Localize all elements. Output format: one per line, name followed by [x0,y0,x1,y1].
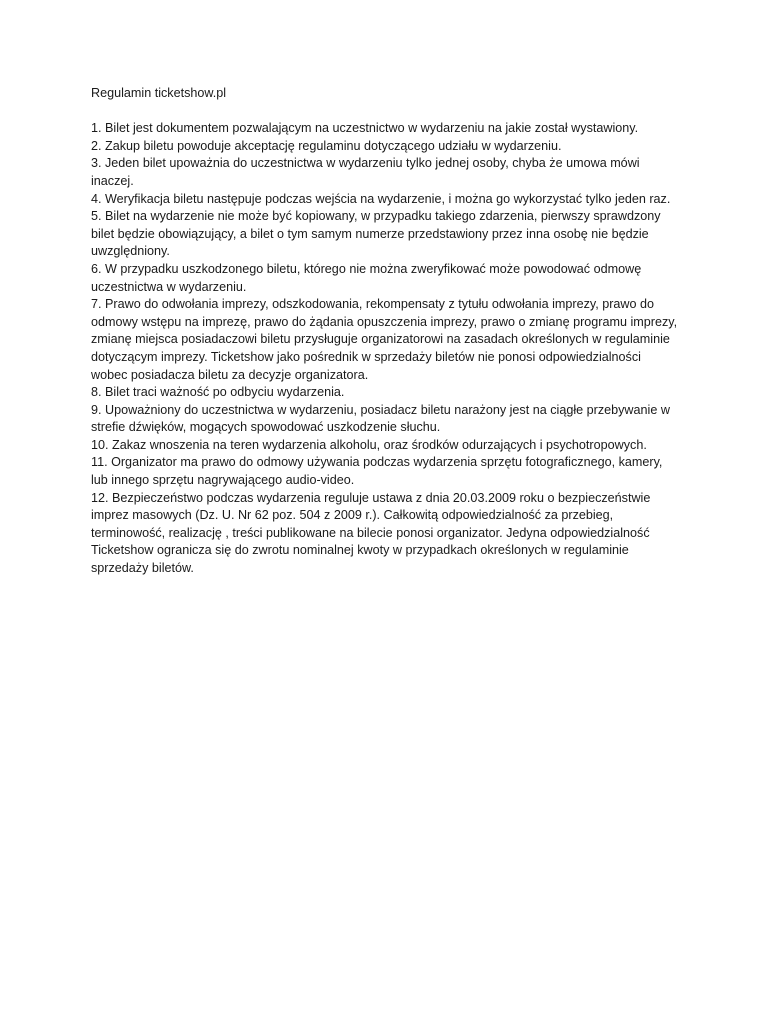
clause-7: 7. Prawo do odwołania imprezy, odszkodowania, rekompensaty z tytułu odwołania imprezy, prawo do odmowy wstępu na imprezę, prawo do żądania opuszczenia imprezy, prawo o zmianę programu imprezy, zmianę miejsca posiadaczowi biletu przysługuje organizatorowi na zasadach określonych w regulaminie dotyczącym imprezy. Ticketshow jako pośrednik w sprzedaży biletów nie ponosi odpowiedzialności wobec posiadacza biletu za decyzje organizatora. [91,297,678,382]
clause-2: 2. Zakup biletu powoduje akceptację regulaminu dotyczącego udziału w wydarzeniu. [91,138,562,153]
clause-9: 9. Upoważniony do uczestnictwa w wydarzeniu, posiadacz biletu narażony jest na ciągłe przebywanie w strefie dźwięków, mogących spowodować uszkodzenie słuchu. [91,402,670,435]
clause-8: 8. Bilet traci ważność po odbyciu wydarzenia. [91,385,345,400]
clause-11: 11. Organizator ma prawo do odmowy używania podczas wydarzenia sprzętu fotograficznego, kamery, lub innego sprzętu nagrywającego audio-video. [91,455,663,488]
clause-1: 1. Bilet jest dokumentem pozwalającym na uczestnictwo w wydarzeniu na jakie został wystawiony. [91,121,639,136]
clause-4: 4. Weryfikacja biletu następuje podczas wejścia na wydarzenie, i można go wykorzystać tylko jeden raz. [91,191,671,206]
clause-10: 10. Zakaz wnoszenia na teren wydarzenia alkoholu, oraz środków odurzających i psychotropowych. [91,437,647,452]
clause-3: 3. Jeden bilet upoważnia do uczestnictwa w wydarzeniu tylko jednej osoby, chyba że umowa mówi inaczej. [91,156,640,188]
clause-6: 6. W przypadku uszkodzonego biletu, którego nie można zweryfikować może powodować odmowę uczestnictwa w wydarzeniu. [91,261,642,294]
clause-list [91,120,679,577]
clause-12: 12. Bezpieczeństwo podczas wydarzenia reguluje ustawa z dnia 20.03.2009 roku o bezpieczeństwie imprez masowych (Dz. U. Nr 62 poz. 504 z 2009 r.). Całkowitą odpowiedzialność za przebieg, terminowość, realizację , treści publikowane na bilecie ponosi organizator. Jedyna odpowiedzialność Ticketshow ogranicza się do zwrotu nominalnej kwoty w przypadkach określonych w regulaminie sprzedaży biletów. [91,490,651,576]
regulations-document [91,85,679,578]
clause-5: 5. Bilet na wydarzenie nie może być kopiowany, w przypadku takiego zdarzenia, pierwszy sprawdzony bilet będzie obowiązujący, a bilet o tym samym numerze przedstawiony przez inna osobę nie będzie uwzględniony. [91,209,661,259]
document-title: Regulamin ticketshow.pl [91,86,227,100]
